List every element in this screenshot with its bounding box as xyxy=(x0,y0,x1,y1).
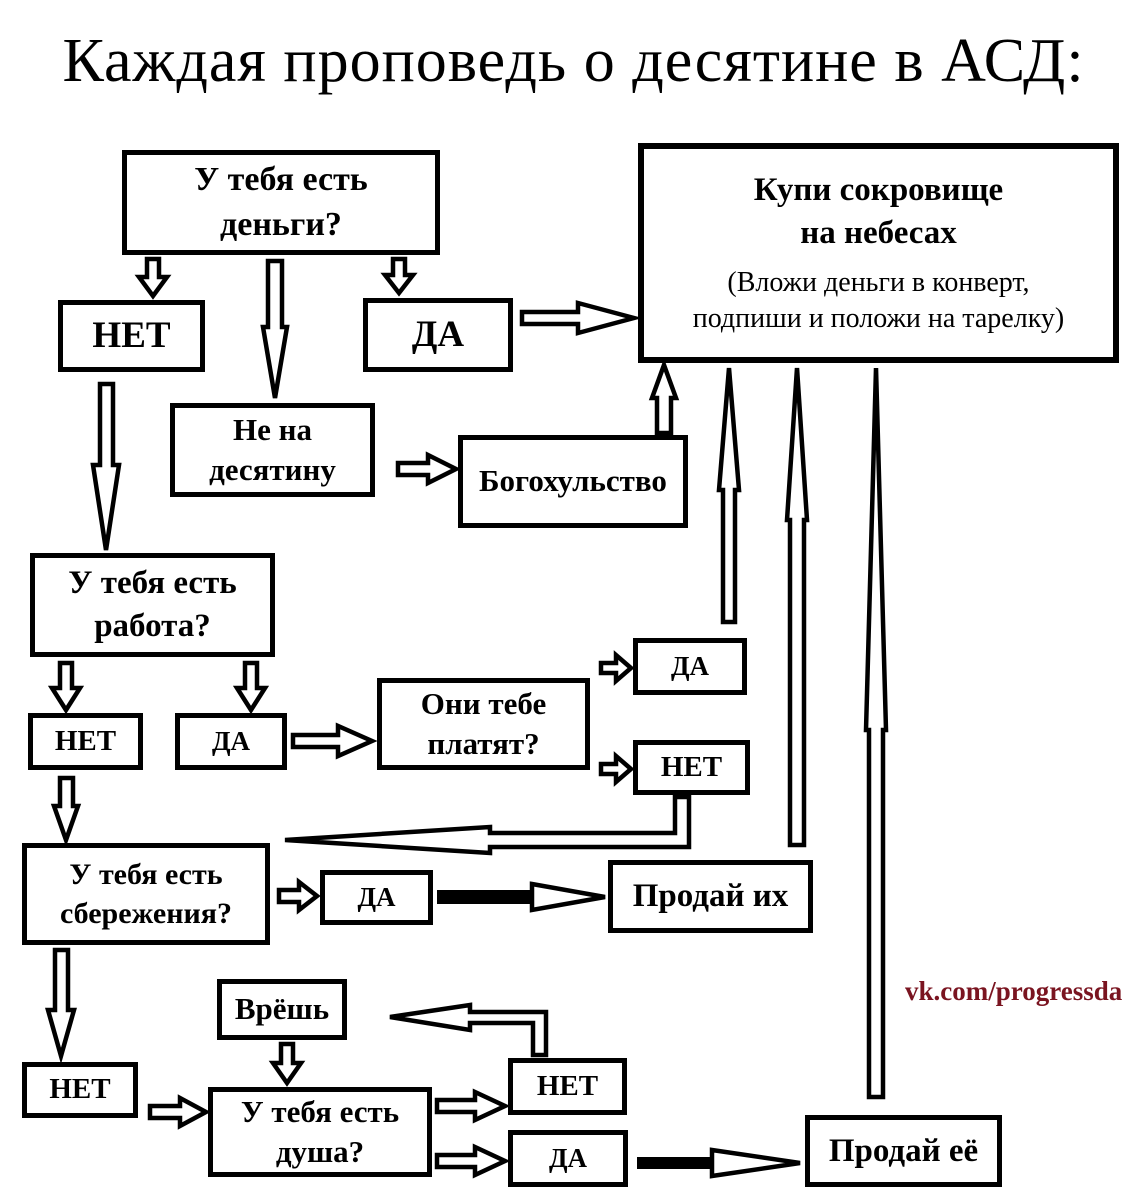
arrow-sellthem-to-treasure-icon xyxy=(787,368,807,845)
arrow-blasphemy-to-treasure-icon xyxy=(652,365,676,433)
arrow-sellit-to-treasure-icon xyxy=(866,368,886,1097)
arrow-money-to-no-icon xyxy=(139,259,167,296)
arrow-payyes-to-treasure-icon xyxy=(719,368,739,622)
arrow-pay-to-yes-icon xyxy=(601,655,631,681)
arrow-lying-to-soul-icon xyxy=(273,1044,301,1083)
node-soul-yes: ДА xyxy=(508,1130,628,1187)
node-not-tithe: Не на десятину xyxy=(170,403,375,497)
arrow-payno-to-savings-icon xyxy=(285,797,689,853)
node-job-question: У тебя есть работа? xyxy=(30,553,275,657)
node-job-yes: ДА xyxy=(175,713,287,770)
node-money-question: У тебя есть деньги? xyxy=(122,150,440,255)
arrow-yes-to-treasure-icon xyxy=(522,303,634,333)
arrow-pay-to-no-icon xyxy=(601,756,631,782)
node-buy-treasure: Купи сокровище на небесах (Вложи деньги в конверт, подпиши и положи на тарелку) xyxy=(638,143,1119,363)
node-sell-them: Продай их xyxy=(608,860,813,933)
arrow-no-to-soul-icon xyxy=(150,1098,206,1126)
arrow-money-to-yes-icon xyxy=(385,259,413,293)
arrow-yes-to-sellit-head-icon xyxy=(712,1150,800,1176)
arrow-job-to-yes-icon xyxy=(237,663,265,710)
arrow-soulno-to-lying-icon xyxy=(390,1005,546,1055)
arrow-no-to-job-icon xyxy=(93,384,119,550)
node-soul-no: НЕТ xyxy=(508,1058,627,1115)
arrow-yes-to-sellit-shaft-icon xyxy=(637,1157,712,1169)
arrow-nottithe-to-blasphemy-icon xyxy=(398,455,456,483)
node-blasphemy: Богохульство xyxy=(458,435,688,528)
arrow-money-to-nottithe-icon xyxy=(263,261,287,398)
arrow-savings-to-no-icon xyxy=(48,950,74,1056)
node-pay-question: Они тебе платят? xyxy=(377,678,590,770)
node-money-yes: ДА xyxy=(363,298,513,372)
arrow-soul-to-yes-icon xyxy=(437,1147,505,1175)
arrow-soul-to-no-icon xyxy=(437,1092,505,1120)
node-sell-it: Продай её xyxy=(805,1115,1002,1187)
arrow-savings-to-yes-icon xyxy=(279,882,317,910)
diagram-title: Каждая проповедь о десятине в АСД: xyxy=(62,27,1085,95)
node-job-no: НЕТ xyxy=(28,713,143,770)
node-money-no: НЕТ xyxy=(58,300,205,372)
arrow-yes-to-sellthem-head-icon xyxy=(532,884,605,910)
arrow-jobno-to-savings-icon xyxy=(54,778,78,840)
node-savings-yes: ДА xyxy=(320,870,433,925)
arrow-job-to-no-icon xyxy=(52,663,80,710)
node-lying: Врёшь xyxy=(217,979,347,1040)
node-pay-no: НЕТ xyxy=(633,740,750,795)
arrow-yes-to-sellthem-shaft-icon xyxy=(437,890,532,904)
node-soul-question: У тебя есть душа? xyxy=(208,1087,432,1177)
node-savings-no: НЕТ xyxy=(22,1062,138,1118)
watermark-text: vk.com/progressda xyxy=(905,976,1123,1006)
node-savings-question: У тебя есть сбережения? xyxy=(22,843,270,945)
node-pay-yes: ДА xyxy=(633,638,747,695)
arrow-yes-to-pay-icon xyxy=(293,726,372,756)
